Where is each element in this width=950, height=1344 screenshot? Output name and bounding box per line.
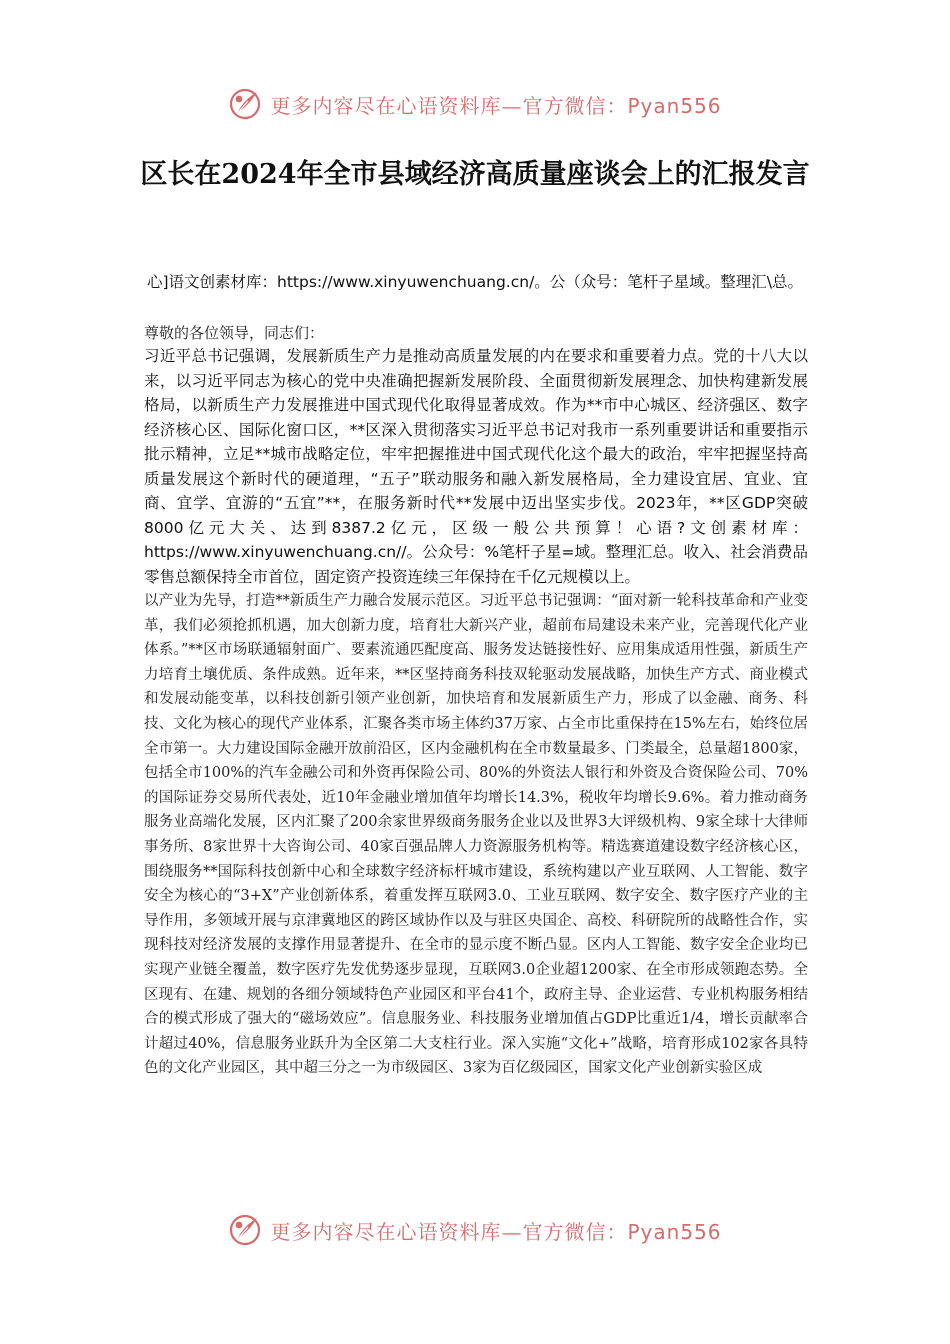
quill-logo-icon [228,87,262,121]
watermark-text [270,90,721,119]
source-line: 心]语文创素材库：https://www.xinyuwenchuang.cn/。公（众号：笔杆子星域。整理汇\总。 [146,273,804,291]
paragraph-2: 以产业为先导，打造**新质生产力融合发展示范区。习近平总书记强调：“面对新一轮科技革命和产业变革，我们必须抢抓机遇，加大创新力度，培育壮大新兴产业，超前布局建设未来产业，完善现代化产业体系。”**区市场联通辐射面广、要素流通匹配度高、服务发达链接性好、应用集成适用性强，新质生产力培育土壤优质、条件成熟。近年来，**区坚持商务科技双轮驱动发展战略，加快生产方式、商业模式和发展动能变革，以科技创新引领产业创新，加快培育和发展新质生产力，形成了以金融、商务、科技、文化为核心的现代产业体系，汇聚各类市场主体约37万家、占全市比重保持在15%左右，始终位居全市第一。大力建设国际金融开放前沿区，区内金融机构在全市数量最多、门类最全，总量超1800家，包括全市100%的汽车金融公司和外资再保险公司、80%的外资法人银行和外资及合资保险公司、70%的国际证券交易所代表处，近10年金融业增加值年均增长14.3%，税收年均增长9.6%。着力推动商务服务业高端化发展，区内汇聚了200余家世界级商务服务企业以及世界3大评级机构、9家全球十大律师事务所、8家世界十大咨询公司、40家百强品牌人力资源服务机构等。精选赛道建设数字经济核心区，围绕服务**国际科技创新中心和全球数字经济标杆城市建设，系统构建以产业互联网、人工智能、数字安全为核心的“3+X”产业创新体系，着重发挥互联网3.0、工业互联网、数字安全、数字医疗产业的主导作用，多领域开展与京津冀地区的跨区域协作以及与驻区央国企、高校、科研院所的战略性合作，实现科技对经济发展的支撑作用显著提升、在全市的显示度不断凸显。区内人工智能、数字安全企业均已实现产业链全覆盖，数字医疗先发优势逐步显现，互联网3.0企业超1200家、在全市形成领跑态势。全区现有、在建、规划的各细分领域特色产业园区和平台41个，政府主导、企业运营、专业机构服务相结合的模式形成了强大的“磁场效应”。信息服务业、科技服务业增加值占GDP比重近1/4，增长贡献率合计超过40%，信息服务业跃升为全区第二大支柱行业。深入实施“文化+”战略，培育形成102家各具特色的文化产业园区，其中超三分之一为市级园区、3家为百亿级园区，国家文化产业创新实验区成 [144,593,808,1077]
document-body [144,322,808,1081]
watermark-banner-bottom [0,1210,950,1250]
watermark-text [270,1216,721,1245]
paragraph-1: 习近平总书记强调，发展新质生产力是推动高质量发展的内在要求和重要着力点。党的十八大以来，以习近平同志为核心的党中央准确把握新发展阶段、全面贯彻新发展理念、加快构建新发展格局，以新质生产力发展推进中国式现代化取得显著成效。作为**市中心城区、经济强区、数字经济核心区、国际化窗口区，**区深入贯彻落实习近平总书记对我市一系列重要讲话和重要指示批示精神，立足**城市战略定位，牢牢把握推进中国式现代化这个最大的政治，牢牢把握坚持高质量发展这个新时代的硬道理，“五子”联动服务和融入新发展格局，全力建设宜居、宜业、宜商、宜学、宜游的“五宜”**，在服务新时代**发展中迈出坚实步伐。2023年，**区GDP突破8000亿元大关、达到8387.2亿元，区级一般公共预算！心语?文创素材库：https://www.xinyuwenchuang.cn//。公众号：%笔杆子星=域。整理汇总。收入、社会消费品零售总额保持全市首位，固定资产投资连续三年保持在千亿元规模以上。 [144,347,808,586]
quill-logo-icon [228,1213,262,1247]
watermark-wechat-id: Pyan556 [627,1219,722,1244]
salutation: 尊敬的各位领导，同志们： [144,324,325,342]
watermark-text-cn: 更多内容尽在心语资料库—官方微信： [270,93,628,118]
watermark-text-cn: 更多内容尽在心语资料库—官方微信： [270,1219,628,1244]
watermark-wechat-id: Pyan556 [627,93,722,118]
document-title: 区长在2024年全市县域经济高质量座谈会上的汇报发言 [140,159,810,190]
watermark-banner-top [0,84,950,124]
